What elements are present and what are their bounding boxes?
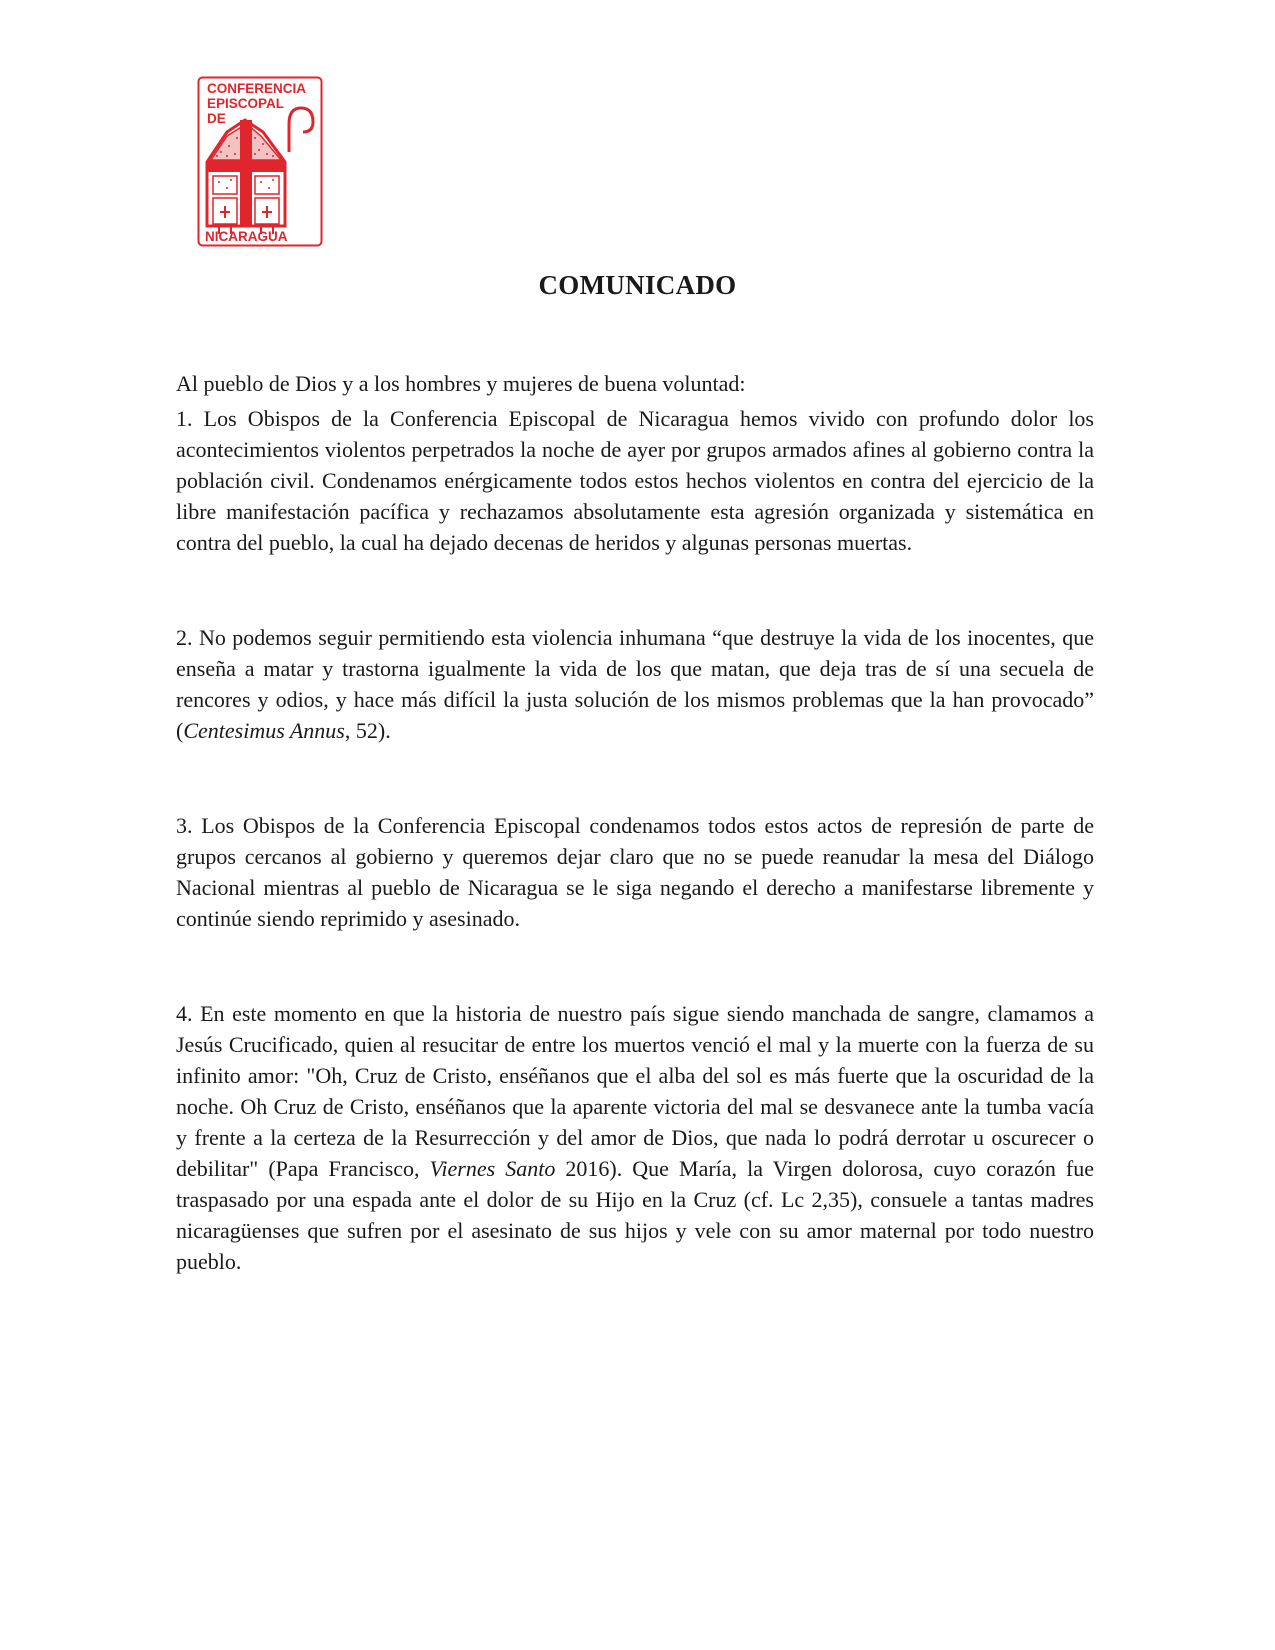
paragraph-1: 1. Los Obispos de la Conferencia Episcopal de Nicaragua hemos vivido con profundo dolor los acontecimientos violentos perpetrados la noche de ayer por grupos armados afines al gobierno contra la población civil. Condenamos enérgicamente todos estos hechos violentos en contra del ejercicio de la libre manifestación pacífica y rechazamos absolutamente esta agresión organizada y sistemática en contra del pueblo, la cual ha dejado decenas de heridos y algunas personas muertas. (176, 406, 1094, 555)
episcopal-conference-logo (197, 76, 323, 247)
logo-line-3: DE (207, 111, 226, 126)
paragraph-4 (176, 998, 1094, 1277)
paragraph-4-text-b: 2016). Que María, la Virgen dolorosa, cuyo corazón fue traspasado por una espada ante el dolor de su Hijo en la Cruz (cf. Lc 2,35), consuele a tantas madres nicaragüenses que sufren por el asesinato de sus hijos y vele con su amor maternal por todo nuestro pueblo. (176, 1156, 1094, 1274)
paragraph-4-text-a: 4. En este momento en que la historia de nuestro país sigue siendo manchada de sangre, clamamos a Jesús Crucificado, quien al resucitar de entre los muertos venció el mal y la muerte con la fuerza de su infinito amor: "Oh, Cruz de Cristo, enséñanos que el alba del sol es más fuerte que la oscuridad de la noche. Oh Cruz de Cristo, enséñanos que la aparente victoria del mal se desvanece ante la tumba vacía y frente a la certeza de la Resurrección y del amor de Dios, que nada lo podrá derrotar u oscurecer o debilitar" (Papa Francisco, (176, 1001, 1094, 1181)
paragraph-2-citation: Centesimus Annus (183, 718, 345, 743)
paragraph-3: 3. Los Obispos de la Conferencia Episcopal condenamos todos estos actos de represión de parte de grupos cercanos al gobierno y queremos dejar claro que no se puede reanudar la mesa del Diálogo Nacional mientras al pueblo de Nicaragua se le siga negando el derecho a manifestarse libremente y continúe siendo reprimido y asesinado. (176, 813, 1094, 931)
mitre-cross-emblem-icon (197, 76, 323, 247)
paragraph-2-text-b: , 52). (344, 718, 391, 743)
logo-line-1: CONFERENCIA (207, 81, 307, 96)
logo-line-2: EPISCOPAL (207, 96, 285, 111)
page-title: COMUNICADO (538, 270, 737, 300)
logo-line-4: NICARAGUA (205, 229, 288, 244)
communique-body (176, 368, 1094, 1277)
paragraph-2 (176, 622, 1094, 746)
paragraph-2-text-a: 2. No podemos seguir permitiendo esta violencia inhumana “que destruye la vida de los inocentes, que enseña a matar y trastorna igualmente la vida de los que matan, que deja tras de sí una secuela de rencores y odios, y hace más difícil la justa solución de los mismos problemas que la han provocado” ( (176, 625, 1094, 743)
paragraph-4-citation: Viernes Santo (429, 1156, 556, 1181)
salutation: Al pueblo de Dios y a los hombres y mujeres de buena voluntad: (176, 371, 746, 396)
